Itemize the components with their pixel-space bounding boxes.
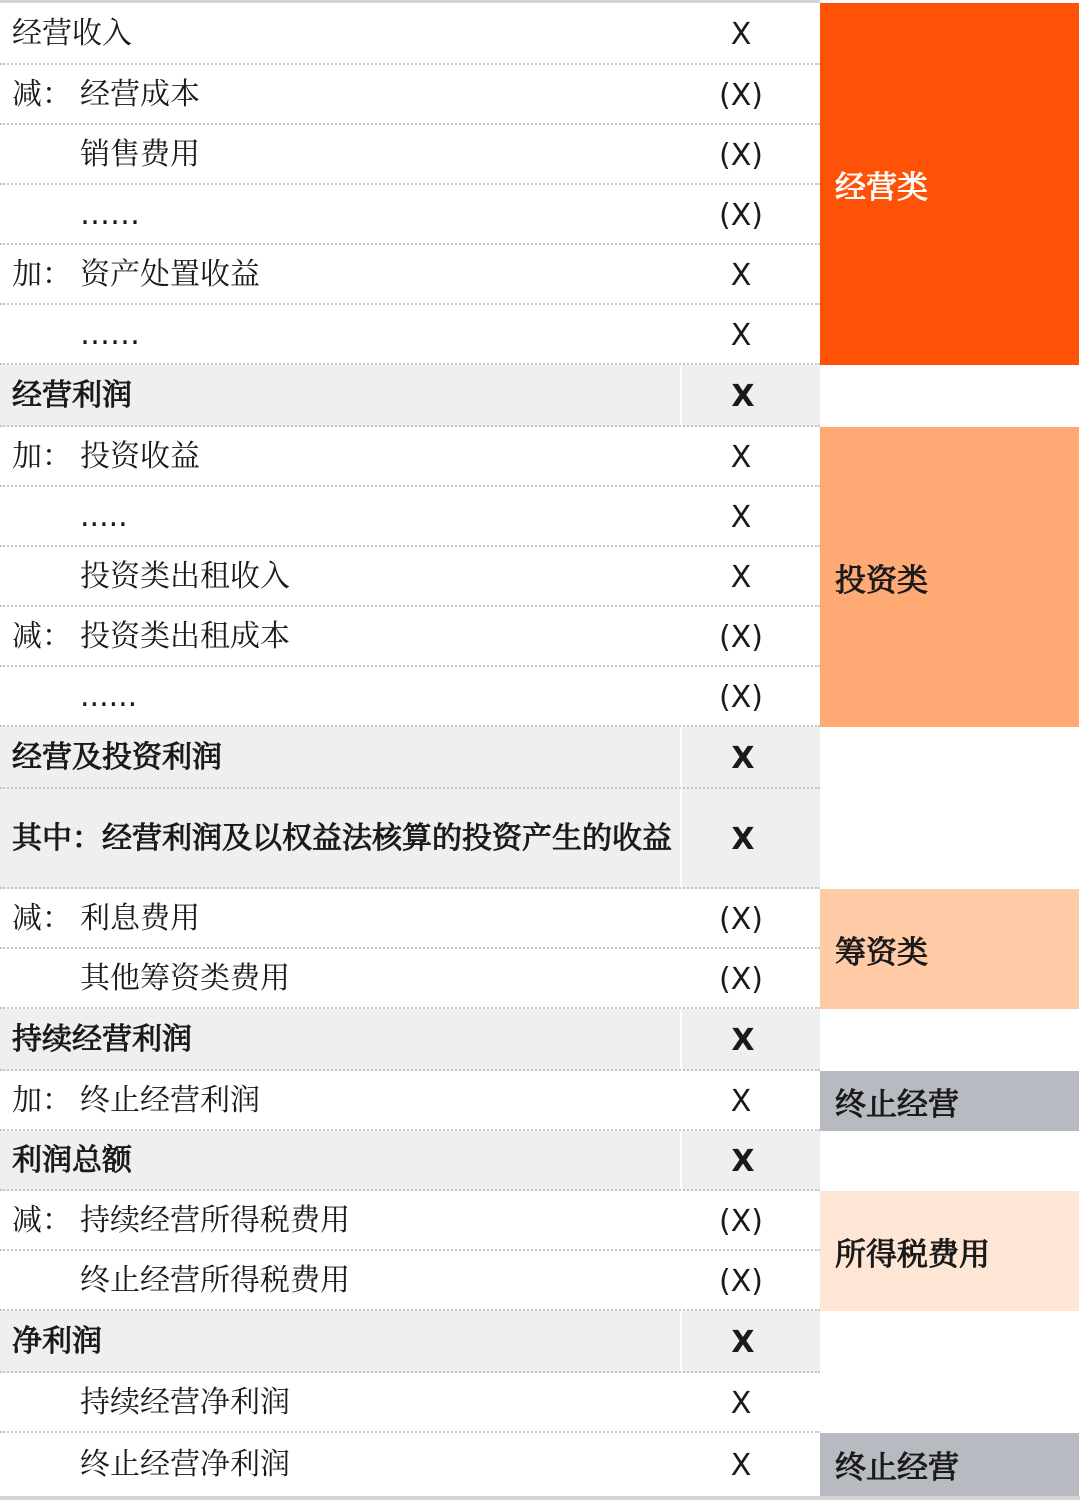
row-label — [80, 547, 740, 607]
row-label — [80, 1251, 740, 1311]
row-amount: X — [680, 789, 804, 889]
row-amount: (X) — [719, 1203, 763, 1239]
row-amount: (X) — [719, 137, 763, 173]
row-label — [12, 427, 672, 487]
row-amount: (X) — [719, 619, 763, 655]
category-label: 经营类 — [835, 169, 928, 206]
row-amount: X — [730, 1385, 752, 1421]
row-label-text: 终止经营利润 — [80, 1083, 260, 1118]
row-amount: (X) — [719, 961, 763, 997]
row-prefix: 减： — [12, 77, 72, 112]
row-label-text: 投资类出租成本 — [80, 619, 290, 654]
row-label-text: 销售费用 — [80, 137, 200, 172]
row-label-text: 投资收益 — [80, 439, 200, 474]
category-label: 所得税费用 — [835, 1236, 990, 1273]
row-label-text: 持续经营所得税费用 — [80, 1203, 350, 1238]
row-label — [80, 487, 740, 547]
row-amount: X — [680, 727, 804, 789]
row-label-text: 经营成本 — [80, 77, 200, 112]
row-label-text: 终止经营所得税费用 — [80, 1263, 350, 1298]
table-row — [0, 245, 820, 305]
table-row — [0, 789, 820, 889]
row-amount: X — [680, 1131, 804, 1191]
row-label-text: 持续经营净利润 — [80, 1385, 290, 1420]
row-amount: (X) — [719, 901, 763, 937]
row-label-text: …… — [80, 197, 140, 232]
row-label-text: 利息费用 — [80, 901, 200, 936]
table-row — [0, 1251, 820, 1311]
row-label-text: 其他筹资类费用 — [80, 961, 290, 996]
row-label — [80, 667, 740, 727]
row-label-text: 资产处置收益 — [80, 257, 260, 292]
row-label — [80, 1433, 740, 1497]
row-label — [80, 1373, 740, 1433]
table-row — [0, 727, 820, 789]
bottom-rule — [0, 1496, 1080, 1500]
row-prefix: 加： — [12, 439, 72, 474]
category-block — [820, 1433, 1079, 1496]
row-amount: X — [730, 257, 752, 293]
table-row — [0, 3, 820, 65]
table-row — [0, 949, 820, 1009]
row-label — [12, 727, 672, 789]
row-prefix: 减： — [12, 619, 72, 654]
category-block — [820, 427, 1079, 727]
table-row — [0, 125, 820, 185]
row-label-text: 净利润 — [12, 1324, 102, 1359]
row-label — [12, 65, 672, 125]
table-row — [0, 1131, 820, 1191]
row-amount: X — [680, 1311, 804, 1373]
row-prefix: 减： — [12, 1203, 72, 1238]
row-label-text: …… — [80, 317, 140, 352]
table-row — [0, 305, 820, 365]
row-amount: X — [730, 1083, 752, 1119]
row-label-text: 终止经营净利润 — [80, 1447, 290, 1482]
category-block — [820, 889, 1079, 1009]
category-block — [820, 1071, 1079, 1131]
category-block — [820, 1191, 1079, 1311]
row-label — [12, 789, 672, 889]
category-label: 终止经营 — [835, 1086, 959, 1123]
category-label: 终止经营 — [835, 1450, 959, 1486]
row-label-text: 经营及投资利润 — [12, 740, 222, 775]
row-label — [80, 185, 740, 245]
row-label-text: ...... — [80, 679, 138, 714]
row-label — [80, 125, 740, 185]
row-label — [12, 245, 672, 305]
row-amount: X — [730, 16, 752, 52]
row-label — [12, 1191, 672, 1251]
table-row — [0, 1191, 820, 1251]
row-label — [12, 1071, 672, 1131]
row-amount: (X) — [719, 77, 763, 113]
table-row — [0, 65, 820, 125]
row-label — [12, 607, 672, 667]
table-row — [0, 667, 820, 727]
row-label — [12, 365, 672, 427]
row-amount: X — [730, 439, 752, 475]
row-amount: (X) — [719, 1263, 763, 1299]
row-amount: X — [730, 1447, 752, 1483]
table-row — [0, 607, 820, 667]
table-row — [0, 487, 820, 547]
table-row — [0, 889, 820, 949]
row-label-text: 投资类出租收入 — [80, 559, 290, 594]
row-label — [80, 949, 740, 1009]
table-row — [0, 1311, 820, 1373]
table-row — [0, 1373, 820, 1433]
table-row — [0, 1071, 820, 1131]
row-label-text: 经营利润 — [12, 378, 132, 413]
row-amount: X — [730, 559, 752, 595]
category-label: 投资类 — [835, 562, 928, 599]
table-row — [0, 1433, 820, 1497]
row-label-text: 利润总额 — [12, 1143, 132, 1178]
row-label-text: 经营收入 — [12, 16, 132, 51]
row-amount: (X) — [719, 197, 763, 233]
table-row — [0, 365, 820, 427]
row-label — [12, 889, 672, 949]
row-label — [12, 3, 672, 65]
category-block — [820, 3, 1079, 365]
row-prefix: 加： — [12, 1083, 72, 1118]
table-row — [0, 547, 820, 607]
row-label — [80, 305, 740, 365]
row-amount: X — [730, 499, 752, 535]
row-label — [12, 1009, 672, 1071]
row-amount: X — [680, 365, 804, 427]
row-amount: X — [730, 317, 752, 353]
row-prefix: 减： — [12, 901, 72, 936]
row-amount: X — [680, 1009, 804, 1071]
row-label-text: ..... — [80, 499, 128, 534]
row-label-text: 持续经营利润 — [12, 1022, 192, 1057]
category-label: 筹资类 — [835, 934, 928, 971]
row-label — [12, 1311, 672, 1373]
row-label-text: 其中：经营利润及以权益法核算的投资产生的收益 — [12, 821, 672, 856]
table-row — [0, 1009, 820, 1071]
table-row — [0, 427, 820, 487]
row-amount: (X) — [719, 679, 763, 715]
table-row — [0, 185, 820, 245]
row-label — [12, 1131, 672, 1191]
row-prefix: 加： — [12, 257, 72, 292]
